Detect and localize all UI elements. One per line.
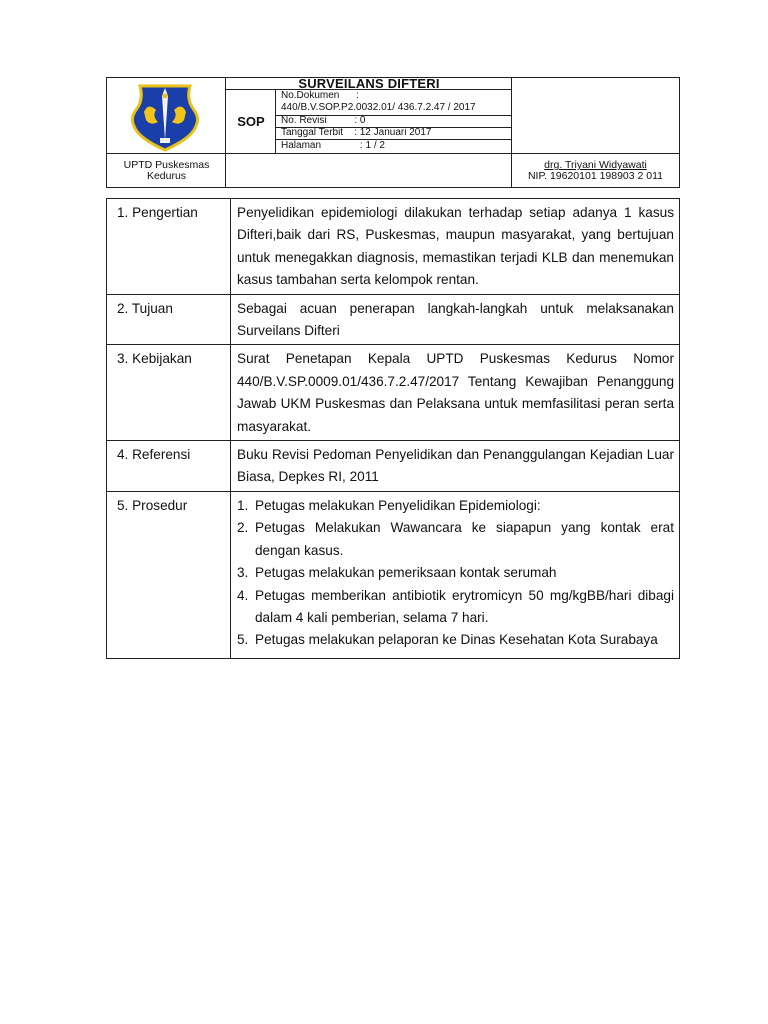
sop-content-table bbox=[106, 198, 680, 659]
unit-name: UPTD Puskesmas Kedurus bbox=[123, 159, 210, 182]
section-label-tujuan: 2. Tujuan bbox=[107, 294, 231, 345]
signer-nip: NIP. 19620101 198903 2 011 bbox=[527, 170, 664, 182]
issue-date: Tanggal Terbit : 12 Januari 2017 bbox=[281, 127, 432, 138]
section-text-kebijakan: Surat Penetapan Kepala UPTD Puskesmas Kedurus Nomor 440/B.V.SP.0009.01/436.7.2.47/2017 Tentang Kewajiban Penanggung Jawab UKM Puskesmas dan Pelaksana untuk memfasilitasi peran serta masyarakat. bbox=[231, 345, 680, 441]
list-item: 1. Petugas melakukan Penyelidikan Epidemiologi: bbox=[237, 497, 541, 513]
table-row bbox=[107, 441, 680, 492]
section-text-referensi: Buku Revisi Pedoman Penyelidikan dan Penanggulangan Kejadian Luar Biasa, Depkes RI, 2011 bbox=[231, 441, 680, 492]
doc-number-value: 440/B.V.SOP.P2.0032.01/ 436.7.2.47 / 2017 bbox=[281, 102, 476, 113]
table-row bbox=[107, 345, 680, 441]
list-item: 5. Petugas melakukan pelaporan ke Dinas Kesehatan Kota Surabaya bbox=[237, 632, 658, 648]
list-item: 3. Petugas melakukan pemeriksaan kontak serumah bbox=[237, 565, 557, 581]
document-title: SURVEILANS DIFTERI bbox=[298, 76, 440, 91]
table-row bbox=[107, 491, 680, 658]
table-row bbox=[107, 199, 680, 295]
surabaya-city-crest-icon bbox=[128, 82, 202, 152]
sop-label: SOP bbox=[237, 114, 265, 129]
table-row bbox=[107, 294, 680, 345]
section-text-tujuan: Sebagai acuan penerapan langkah-langkah untuk melaksanakan Surveilans Difteri bbox=[231, 294, 680, 345]
signature-block bbox=[512, 160, 679, 182]
section-text-pengertian: Penyelidikan epidemiologi dilakukan terhadap setiap adanya 1 kasus Difteri,baik dari RS, Puskesmas, maupun masyarakat, yang bertujuan untuk menegakkan diagnosis, memastikan terjadi KLB dan menemukan kasus tambahan serta kelompok rentan. bbox=[231, 199, 680, 295]
page-number: Halaman : 1 / 2 bbox=[281, 140, 385, 151]
procedure-list bbox=[237, 495, 674, 652]
section-label-pengertian: 1. Pengertian bbox=[107, 199, 231, 295]
list-item: 2. Petugas Melakukan Wawancara ke siapapun yang kontak erat dengan kasus. bbox=[237, 520, 674, 558]
doc-number-label: No.Dokumen : bbox=[281, 90, 359, 101]
section-prosedur-steps bbox=[231, 491, 680, 658]
section-label-referensi: 4. Referensi bbox=[107, 441, 231, 492]
revision-number: No. Revisi : 0 bbox=[281, 115, 366, 126]
section-label-prosedur: 5. Prosedur bbox=[107, 491, 231, 658]
signer-name: drg. Triyani Widyawati bbox=[544, 159, 647, 171]
section-label-kebijakan: 3. Kebijakan bbox=[107, 345, 231, 441]
list-item: 4. Petugas memberikan antibiotik erytromicyn 50 mg/kgBB/hari dibagi dalam 4 kali pemberian, selama 7 hari. bbox=[237, 587, 674, 625]
